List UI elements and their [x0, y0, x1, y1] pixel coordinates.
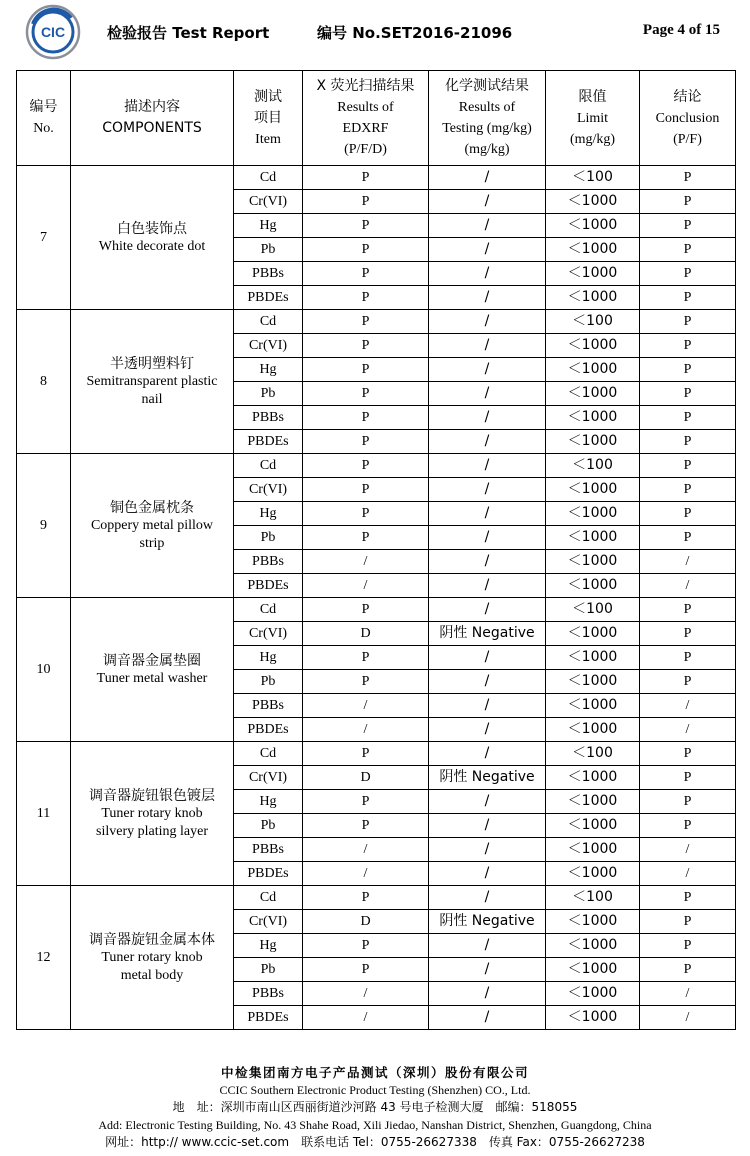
limit-value: ＜1000: [546, 838, 640, 862]
xrf-result: P: [303, 646, 429, 670]
chemical-result: /: [429, 646, 546, 670]
conclusion: P: [640, 262, 736, 286]
xrf-result: P: [303, 742, 429, 766]
chemical-result: /: [429, 838, 546, 862]
sample-description: [71, 886, 234, 1030]
conclusion: /: [640, 574, 736, 598]
table-row: [17, 310, 736, 334]
conclusion: P: [640, 238, 736, 262]
limit-value: ＜1000: [546, 622, 640, 646]
sample-number: 7: [17, 166, 71, 310]
chemical-result: /: [429, 214, 546, 238]
description-en: silvery plating layer: [96, 823, 208, 839]
table-body: [17, 166, 736, 1030]
chemical-result: /: [429, 478, 546, 502]
limit-value: ＜1000: [546, 814, 640, 838]
conclusion: P: [640, 958, 736, 982]
test-item: Hg: [234, 502, 303, 526]
conclusion: P: [640, 742, 736, 766]
company-name-en: CCIC Southern Electronic Product Testing (Shenzhen) CO., Ltd.: [219, 1082, 531, 1097]
limit-value: ＜1000: [546, 982, 640, 1006]
description-en: nail: [141, 391, 163, 407]
conclusion: P: [640, 598, 736, 622]
test-item: PBBs: [234, 406, 303, 430]
test-item: Cr(VI): [234, 478, 303, 502]
chemical-result: /: [429, 430, 546, 454]
xrf-result: P: [303, 310, 429, 334]
limit-value: ＜100: [546, 454, 640, 478]
limit-value: ＜100: [546, 598, 640, 622]
xrf-result: P: [303, 934, 429, 958]
chemical-result: /: [429, 958, 546, 982]
chemical-result: /: [429, 742, 546, 766]
xrf-result: P: [303, 526, 429, 550]
sample-description: [71, 310, 234, 454]
chemical-result: 阴性 Negative: [429, 910, 546, 934]
chemical-result: /: [429, 886, 546, 910]
limit-value: ＜1000: [546, 694, 640, 718]
test-item: Hg: [234, 934, 303, 958]
test-item: Pb: [234, 526, 303, 550]
limit-value: ＜1000: [546, 526, 640, 550]
conclusion: /: [640, 838, 736, 862]
test-item: Cd: [234, 886, 303, 910]
header-limit: 限值 Limit (mg/kg): [546, 71, 640, 166]
xrf-result: /: [303, 1006, 429, 1030]
sample-number: 10: [17, 598, 71, 742]
description-cn: 半透明塑料钉: [110, 355, 194, 372]
header-chemical: 化学测试结果 Results of Testing (mg/kg) (mg/kg): [429, 71, 546, 166]
chemical-result: /: [429, 862, 546, 886]
chemical-result: 阴性 Negative: [429, 766, 546, 790]
report-title: 检验报告 Test Report: [107, 24, 270, 42]
conclusion: P: [640, 814, 736, 838]
xrf-result: P: [303, 958, 429, 982]
conclusion: P: [640, 430, 736, 454]
description-en: Tuner rotary knob: [101, 949, 203, 965]
xrf-result: /: [303, 838, 429, 862]
test-item: PBBs: [234, 838, 303, 862]
limit-value: ＜1000: [546, 550, 640, 574]
chemical-result: /: [429, 1006, 546, 1030]
logo-text: CIC: [40, 24, 66, 40]
xrf-result: P: [303, 502, 429, 526]
test-item: Cd: [234, 742, 303, 766]
conclusion: /: [640, 694, 736, 718]
chemical-result: /: [429, 790, 546, 814]
conclusion: P: [640, 670, 736, 694]
limit-value: ＜1000: [546, 214, 640, 238]
chemical-result: /: [429, 262, 546, 286]
xrf-result: /: [303, 718, 429, 742]
conclusion: /: [640, 550, 736, 574]
chemical-result: /: [429, 190, 546, 214]
conclusion: P: [640, 934, 736, 958]
xrf-result: P: [303, 190, 429, 214]
sample-description: [71, 742, 234, 886]
limit-value: ＜1000: [546, 790, 640, 814]
conclusion: P: [640, 358, 736, 382]
limit-value: ＜100: [546, 886, 640, 910]
conclusion: P: [640, 406, 736, 430]
limit-value: ＜1000: [546, 1006, 640, 1030]
xrf-result: P: [303, 382, 429, 406]
limit-value: ＜1000: [546, 406, 640, 430]
test-item: Hg: [234, 790, 303, 814]
conclusion: P: [640, 334, 736, 358]
xrf-result: P: [303, 286, 429, 310]
conclusion: /: [640, 1006, 736, 1030]
test-item: Cr(VI): [234, 622, 303, 646]
chemical-result: /: [429, 718, 546, 742]
chemical-result: /: [429, 670, 546, 694]
description-cn: 调音器旋钮金属本体: [89, 931, 215, 948]
sample-number: 9: [17, 454, 71, 598]
test-item: Cd: [234, 310, 303, 334]
chemical-result: /: [429, 454, 546, 478]
chemical-result: /: [429, 406, 546, 430]
limit-value: ＜100: [546, 166, 640, 190]
limit-value: ＜1000: [546, 934, 640, 958]
xrf-result: P: [303, 598, 429, 622]
conclusion: P: [640, 886, 736, 910]
page-number: Page 4 of 15: [642, 22, 720, 38]
header-components: 描述内容 COMPONENTS: [71, 71, 234, 166]
limit-value: ＜1000: [546, 646, 640, 670]
sample-number: 8: [17, 310, 71, 454]
page-footer: [0, 1064, 750, 1152]
description-en: Tuner rotary knob: [101, 805, 203, 821]
limit-value: ＜1000: [546, 910, 640, 934]
contact-info: 网址：http:// www.ccic-set.com 联系电话 Tel：0755-26627338 传真 Fax：0755-26627238: [105, 1135, 645, 1149]
limit-value: ＜1000: [546, 190, 640, 214]
sample-description: [71, 598, 234, 742]
report-number: 编号 No.SET2016-21096: [317, 24, 513, 42]
table-row: [17, 166, 736, 190]
test-item: Hg: [234, 646, 303, 670]
table-header-row: [17, 71, 736, 166]
address-en: Add: Electronic Testing Building, No. 43 Shahe Road, Xili Jiedao, Nanshan District, Shenzhen, Guangdong, China: [98, 1117, 652, 1132]
chemical-result: /: [429, 358, 546, 382]
address-cn: 地 址：深圳市南山区西丽街道沙河路 43 号电子检测大厦 邮编：518055: [172, 1100, 578, 1114]
description-cn: 调音器旋钮银色镀层: [89, 787, 215, 804]
test-item: PBDEs: [234, 1006, 303, 1030]
conclusion: P: [640, 286, 736, 310]
xrf-result: P: [303, 478, 429, 502]
conclusion: P: [640, 766, 736, 790]
test-item: Cd: [234, 598, 303, 622]
test-item: Cd: [234, 454, 303, 478]
chemical-result: /: [429, 286, 546, 310]
limit-value: ＜1000: [546, 502, 640, 526]
header-no: 编号 No.: [17, 71, 71, 166]
xrf-result: /: [303, 862, 429, 886]
conclusion: P: [640, 166, 736, 190]
description-en: Tuner metal washer: [96, 670, 208, 686]
conclusion: P: [640, 502, 736, 526]
chemical-result: /: [429, 382, 546, 406]
chemical-result: /: [429, 982, 546, 1006]
test-item: Pb: [234, 814, 303, 838]
conclusion: P: [640, 646, 736, 670]
description-en: strip: [139, 535, 165, 551]
sample-number: 11: [17, 742, 71, 886]
conclusion: P: [640, 190, 736, 214]
test-item: Cr(VI): [234, 334, 303, 358]
limit-value: ＜1000: [546, 478, 640, 502]
test-item: PBBs: [234, 694, 303, 718]
xrf-result: P: [303, 214, 429, 238]
ccic-logo-icon: [25, 4, 81, 60]
xrf-result: P: [303, 886, 429, 910]
limit-value: ＜100: [546, 742, 640, 766]
sample-description: [71, 166, 234, 310]
xrf-result: /: [303, 982, 429, 1006]
test-item: Hg: [234, 214, 303, 238]
header-conclusion: 结论 Conclusion (P/F): [640, 71, 736, 166]
chemical-result: /: [429, 166, 546, 190]
limit-value: ＜1000: [546, 766, 640, 790]
conclusion: /: [640, 718, 736, 742]
test-item: PBBs: [234, 550, 303, 574]
sample-description: [71, 454, 234, 598]
xrf-result: P: [303, 358, 429, 382]
table-row: [17, 598, 736, 622]
xrf-result: P: [303, 670, 429, 694]
test-item: PBBs: [234, 982, 303, 1006]
limit-value: ＜100: [546, 310, 640, 334]
test-item: PBDEs: [234, 718, 303, 742]
chemical-result: /: [429, 238, 546, 262]
test-item: PBDEs: [234, 430, 303, 454]
header-xrf: X 荧光扫描结果 Results of EDXRF (P/F/D): [303, 71, 429, 166]
test-item: Pb: [234, 382, 303, 406]
conclusion: /: [640, 982, 736, 1006]
description-en: White decorate dot: [98, 238, 206, 254]
table-row: [17, 742, 736, 766]
conclusion: /: [640, 862, 736, 886]
limit-value: ＜1000: [546, 574, 640, 598]
chemical-result: 阴性 Negative: [429, 622, 546, 646]
description-en: Coppery metal pillow: [90, 517, 214, 533]
limit-value: ＜1000: [546, 238, 640, 262]
test-item: Cr(VI): [234, 910, 303, 934]
page-header: [0, 0, 750, 64]
limit-value: ＜1000: [546, 334, 640, 358]
limit-value: ＜1000: [546, 382, 640, 406]
test-item: PBBs: [234, 262, 303, 286]
xrf-result: D: [303, 622, 429, 646]
test-item: Pb: [234, 958, 303, 982]
chemical-result: /: [429, 334, 546, 358]
limit-value: ＜1000: [546, 958, 640, 982]
test-item: Cr(VI): [234, 766, 303, 790]
test-item: PBDEs: [234, 574, 303, 598]
limit-value: ＜1000: [546, 358, 640, 382]
test-item: Cd: [234, 166, 303, 190]
xrf-result: P: [303, 166, 429, 190]
description-cn: 铜色金属枕条: [110, 499, 194, 516]
xrf-result: P: [303, 790, 429, 814]
conclusion: P: [640, 622, 736, 646]
chemical-result: /: [429, 550, 546, 574]
description-en: metal body: [120, 967, 184, 983]
chemical-result: /: [429, 598, 546, 622]
limit-value: ＜1000: [546, 862, 640, 886]
xrf-result: P: [303, 406, 429, 430]
xrf-result: /: [303, 550, 429, 574]
xrf-result: /: [303, 694, 429, 718]
sample-number: 12: [17, 886, 71, 1030]
xrf-result: P: [303, 814, 429, 838]
header-item: 测试 项目 Item: [234, 71, 303, 166]
xrf-result: D: [303, 910, 429, 934]
company-name-cn: 中检集团南方电子产品测试（深圳）股份有限公司: [220, 1065, 529, 1080]
test-results-table: [16, 70, 736, 1030]
limit-value: ＜1000: [546, 670, 640, 694]
test-item: Pb: [234, 670, 303, 694]
chemical-result: /: [429, 310, 546, 334]
conclusion: P: [640, 310, 736, 334]
conclusion: P: [640, 382, 736, 406]
limit-value: ＜1000: [546, 286, 640, 310]
conclusion: P: [640, 910, 736, 934]
xrf-result: /: [303, 574, 429, 598]
xrf-result: P: [303, 238, 429, 262]
description-cn: 调音器金属垫圈: [103, 652, 201, 669]
conclusion: P: [640, 790, 736, 814]
table-row: [17, 454, 736, 478]
test-item: Hg: [234, 358, 303, 382]
chemical-result: /: [429, 814, 546, 838]
conclusion: P: [640, 526, 736, 550]
conclusion: P: [640, 214, 736, 238]
conclusion: P: [640, 454, 736, 478]
limit-value: ＜1000: [546, 262, 640, 286]
test-item: Pb: [234, 238, 303, 262]
test-item: PBDEs: [234, 286, 303, 310]
table-row: [17, 886, 736, 910]
xrf-result: P: [303, 262, 429, 286]
limit-value: ＜1000: [546, 430, 640, 454]
conclusion: P: [640, 478, 736, 502]
xrf-result: P: [303, 334, 429, 358]
chemical-result: /: [429, 502, 546, 526]
xrf-result: D: [303, 766, 429, 790]
chemical-result: /: [429, 574, 546, 598]
description-en: Semitransparent plastic: [86, 373, 218, 389]
xrf-result: P: [303, 430, 429, 454]
test-item: Cr(VI): [234, 190, 303, 214]
limit-value: ＜1000: [546, 718, 640, 742]
chemical-result: /: [429, 526, 546, 550]
test-item: PBDEs: [234, 862, 303, 886]
description-cn: 白色装饰点: [117, 220, 187, 237]
chemical-result: /: [429, 694, 546, 718]
xrf-result: P: [303, 454, 429, 478]
chemical-result: /: [429, 934, 546, 958]
